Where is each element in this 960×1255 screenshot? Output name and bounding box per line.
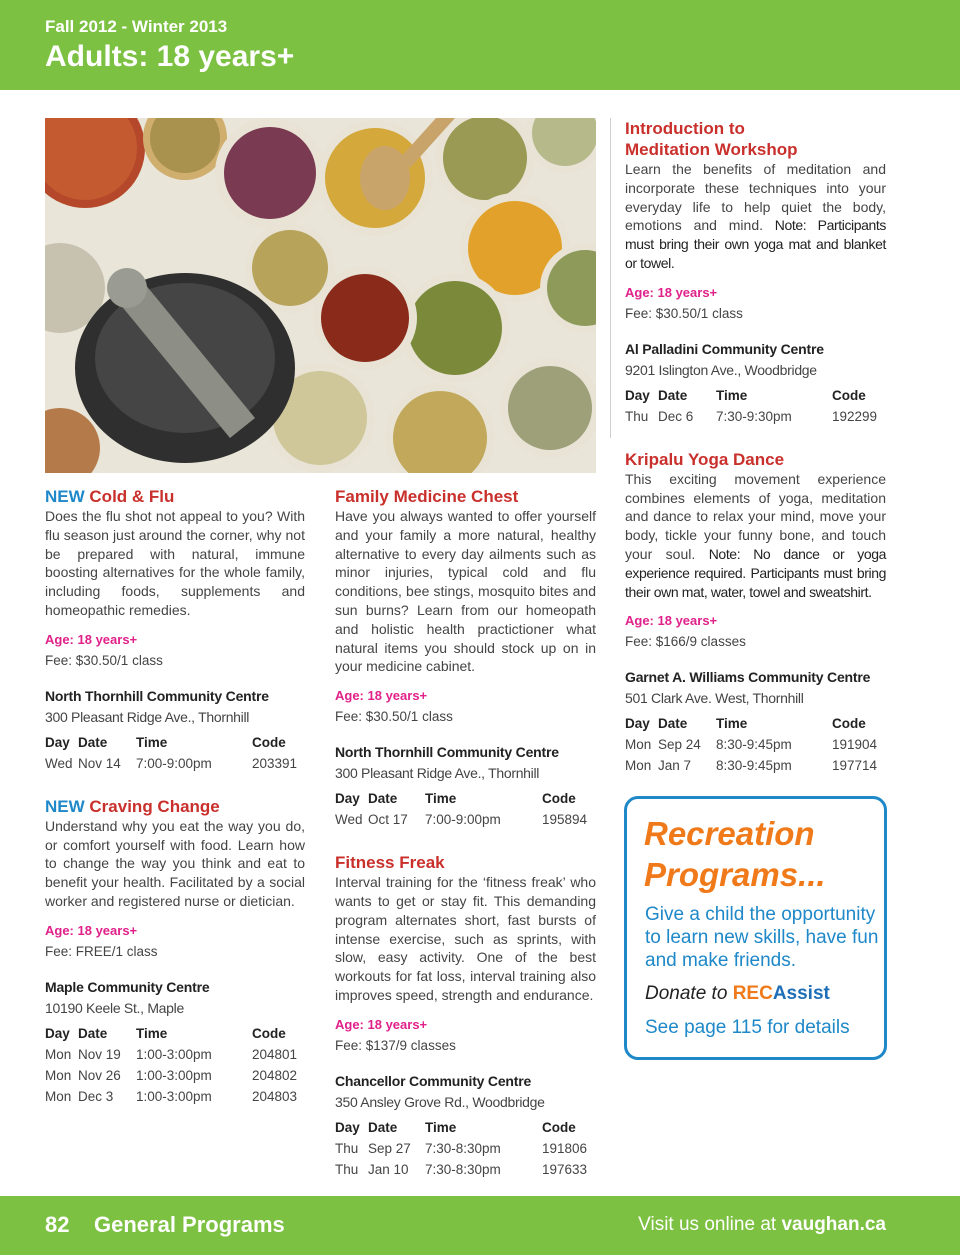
- program-title-text: Craving Change: [89, 796, 220, 816]
- program-description: Understand why you eat the way you do, or comfort yourself with food. Learn how to change the way you think and eat to benefit your health. Facilitated by a social worker and registered nurse or dietician.: [45, 817, 305, 909]
- fee-label: Fee: $30.50/1 class: [625, 305, 743, 321]
- description-text: Learn the benefits of meditation and incorporate these techniques into your everyday life to help quiet the body, emotions and mind.: [625, 161, 886, 234]
- schedule-row: [335, 1138, 587, 1159]
- schedule-row: [625, 406, 877, 427]
- schedule-table: [625, 713, 877, 776]
- col-code: Code: [832, 716, 866, 732]
- fee-label: Fee: FREE/1 class: [45, 943, 158, 959]
- fee-label: Fee: $137/9 classes: [335, 1037, 456, 1053]
- schedule-table: [45, 1023, 297, 1107]
- age-label: Age: 18 years+: [45, 922, 138, 938]
- cell-time: 8:30-9:45pm: [716, 758, 792, 774]
- age-label: Age: 18 years+: [625, 613, 718, 629]
- cell-day: Wed: [45, 755, 73, 771]
- schedule-header-row: [625, 713, 877, 734]
- column-2: [335, 486, 596, 1180]
- location-name: Maple Community Centre: [45, 978, 210, 995]
- col-date: Date: [658, 716, 688, 732]
- col-date: Date: [78, 1025, 108, 1041]
- location-address: 10190 Keele St., Maple: [45, 999, 184, 1016]
- description-text: This exciting movement experience combines elements of yoga, meditation and dance to relax your mind, move your body, tickle your funny bone, and touch your soul.: [625, 470, 886, 562]
- program-fitness-freak: [335, 852, 596, 1180]
- location-address: 300 Pleasant Ridge Ave., Thornhill: [335, 765, 540, 782]
- schedule-header-row: [335, 1117, 587, 1138]
- col-time: Time: [136, 734, 168, 750]
- description-note: Note: Participants must bring their own yoga mat and blanket or towel.: [625, 217, 886, 271]
- cell-date: Oct 17: [368, 812, 408, 828]
- age-label: Age: 18 years+: [625, 284, 718, 300]
- cell-date: Dec 3: [78, 1088, 114, 1104]
- see-page-link[interactable]: See page 115 for details: [645, 1017, 850, 1038]
- col-time: Time: [425, 791, 457, 807]
- cell-day: Mon: [45, 1067, 72, 1083]
- col-code: Code: [252, 734, 286, 750]
- new-badge: NEW: [45, 487, 85, 506]
- page-title: Adults: 18 years+: [45, 40, 295, 73]
- program-craving-change: [45, 796, 305, 1107]
- schedule-row: [335, 809, 587, 830]
- cell-code: 204803: [252, 1088, 298, 1104]
- cell-day: Wed: [335, 812, 363, 828]
- description-note: Note: No dance or yoga experience required. Participants must bring their own mat, water, towel and sweatshirt.: [625, 545, 887, 600]
- col-date: Date: [658, 387, 688, 403]
- fee-label: Fee: $30.50/1 class: [335, 709, 453, 725]
- program-family-medicine-chest: [335, 486, 596, 830]
- herbs-photo: [45, 118, 596, 473]
- page-header: [0, 0, 960, 90]
- program-title-text: Cold & Flu: [89, 487, 175, 506]
- cell-code: 204802: [252, 1067, 298, 1083]
- location-name: North Thornhill Community Centre: [45, 687, 269, 704]
- program-description: Have you always wanted to offer yourself and your family a more natural, healthy alternative to every day ailments such as minor injuries, typical cold and flu conditions, bee stings, mosquito bites and sun burns? Learn from our homeopath and holistic health practictioner what natural items you should stock up on in your medicine cabinet.: [335, 508, 596, 675]
- age-label: Age: 18 years+: [335, 1016, 428, 1032]
- fee-label: Fee: $30.50/1 class: [45, 652, 163, 668]
- schedule-table: [625, 385, 877, 427]
- col-day: Day: [45, 1025, 70, 1041]
- cell-day: Thu: [335, 1140, 359, 1156]
- program-kripalu-yoga-dance: [625, 449, 886, 777]
- location-name: Chancellor Community Centre: [335, 1072, 532, 1089]
- schedule-row: [45, 753, 297, 774]
- column-divider: [610, 118, 611, 438]
- cell-date: Nov 19: [78, 1046, 121, 1062]
- schedule-header-row: [625, 385, 877, 406]
- location-address: 300 Pleasant Ridge Ave., Thornhill: [45, 708, 250, 725]
- col-date: Date: [368, 1119, 398, 1135]
- rec-assist-logo-rec: REC: [732, 983, 773, 1004]
- cell-time: 7:00-9:00pm: [136, 755, 212, 771]
- promo-heading-line: Programs...: [644, 856, 826, 893]
- program-title-line: Meditation Workshop: [625, 140, 798, 159]
- col-time: Time: [136, 1025, 168, 1041]
- cell-code: 204801: [252, 1046, 298, 1062]
- location-address: 9201 Islington Ave., Woodbridge: [625, 361, 817, 378]
- program-description: [625, 160, 886, 273]
- cell-code: 197714: [832, 758, 878, 774]
- promo-message: Give a child the opportunity to learn new skills, have fun and make friends.: [645, 904, 879, 971]
- cell-day: Mon: [625, 737, 652, 753]
- cell-date: Dec 6: [658, 408, 694, 424]
- new-badge: NEW: [45, 796, 85, 816]
- cell-time: 7:00-9:00pm: [425, 812, 501, 828]
- program-title: Kripalu Yoga Dance: [625, 449, 785, 469]
- cell-code: 195894: [542, 812, 588, 828]
- col-time: Time: [716, 716, 748, 732]
- cell-time: 7:30-9:30pm: [716, 408, 792, 424]
- herbs-illustration: [45, 118, 596, 473]
- visit-text: Visit us online at: [638, 1214, 777, 1235]
- cell-time: 1:00-3:00pm: [136, 1088, 212, 1104]
- col-day: Day: [335, 1119, 360, 1135]
- program-meditation-workshop: [625, 118, 886, 427]
- cell-date: Sep 27: [368, 1140, 411, 1156]
- cell-day: Thu: [335, 1161, 359, 1177]
- cell-day: Mon: [45, 1088, 72, 1104]
- age-label: Age: 18 years+: [335, 688, 428, 704]
- program-title-line: Introduction to: [625, 119, 745, 138]
- cell-date: Sep 24: [658, 737, 701, 753]
- page-number: 82: [45, 1212, 70, 1237]
- cell-day: Mon: [625, 758, 652, 774]
- col-time: Time: [425, 1119, 457, 1135]
- age-label: Age: 18 years+: [45, 631, 138, 647]
- promo-heading: [644, 813, 826, 895]
- program-title: [45, 796, 305, 817]
- schedule-row: [625, 734, 877, 755]
- cell-date: Nov 26: [78, 1067, 121, 1083]
- program-description: Interval training for the ‘fitness freak’ who wants to get or stay fit. This demanding program alternates short, fast bursts of intense exercise, such as sprints, with slow, easy activity. One of the best workouts for fat loss, interval training also improves speed, strength and endurance.: [335, 874, 596, 1003]
- cell-time: 8:30-9:45pm: [716, 737, 792, 753]
- promo-heading-line: Recreation: [644, 815, 815, 852]
- schedule-header-row: [335, 788, 587, 809]
- program-description: Does the flu shot not appeal to you? With flu season just around the corner, why not be prepared with natural, immune boosting alternatives for the whole family, including foods, supplements and homeopathic remedies.: [45, 508, 305, 618]
- fee-label: Fee: $166/9 classes: [625, 634, 746, 650]
- program-title: Family Medicine Chest: [335, 487, 519, 506]
- location-name: North Thornhill Community Centre: [335, 744, 559, 761]
- cell-time: 1:00-3:00pm: [136, 1067, 212, 1083]
- cell-code: 192299: [832, 408, 878, 424]
- website-line: [638, 1214, 886, 1236]
- cell-time: 7:30-8:30pm: [425, 1140, 501, 1156]
- schedule-row: [625, 755, 877, 776]
- schedule-header-row: [45, 732, 297, 753]
- col-day: Day: [335, 791, 360, 807]
- cell-day: Mon: [45, 1046, 72, 1062]
- col-date: Date: [78, 734, 108, 750]
- schedule-row: [45, 1086, 297, 1107]
- col-day: Day: [625, 387, 650, 403]
- donate-text: Donate to: [645, 983, 728, 1004]
- cell-date: Nov 14: [78, 755, 121, 771]
- website-link[interactable]: vaughan.ca: [781, 1214, 886, 1235]
- schedule-table: [335, 788, 587, 830]
- program-title: [45, 486, 305, 507]
- cell-date: Jan 7: [658, 758, 692, 774]
- program-description: [625, 470, 886, 602]
- col-code: Code: [832, 387, 866, 403]
- schedule-row: [45, 1065, 297, 1086]
- schedule-row: [45, 1044, 297, 1065]
- section-name: General Programs: [94, 1212, 285, 1237]
- cell-day: Thu: [625, 408, 649, 424]
- column-3: [625, 118, 886, 776]
- rec-assist-logo-assist: Assist: [772, 983, 830, 1004]
- cell-code: 203391: [252, 755, 298, 771]
- col-day: Day: [45, 734, 70, 750]
- location-address: 350 Ansley Grove Rd., Woodbridge: [335, 1093, 545, 1110]
- schedule-table: [335, 1117, 587, 1180]
- donate-line: [645, 983, 830, 1005]
- program-title: [625, 118, 886, 160]
- cell-date: Jan 10: [368, 1161, 409, 1177]
- location-address: 501 Clark Ave. West, Thornhill: [625, 690, 804, 707]
- cell-time: 7:30-8:30pm: [425, 1161, 501, 1177]
- col-code: Code: [252, 1025, 286, 1041]
- schedule-header-row: [45, 1023, 297, 1044]
- page-footer: [0, 1196, 960, 1255]
- program-title: Fitness Freak: [335, 853, 445, 873]
- schedule-row: [335, 1159, 587, 1180]
- schedule-table: [45, 732, 297, 774]
- cell-code: 197633: [542, 1161, 588, 1177]
- cell-code: 191904: [832, 737, 878, 753]
- cell-code: 191806: [542, 1140, 588, 1156]
- location-name: Garnet A. Williams Community Centre: [625, 669, 871, 686]
- season-label: Fall 2012 - Winter 2013: [45, 17, 228, 36]
- col-day: Day: [625, 716, 650, 732]
- recreation-programs-promo: [624, 796, 887, 1060]
- column-1: [45, 486, 305, 1107]
- col-code: Code: [542, 1119, 576, 1135]
- col-code: Code: [542, 791, 576, 807]
- cell-time: 1:00-3:00pm: [136, 1046, 212, 1062]
- program-cold-flu: [45, 486, 305, 774]
- col-date: Date: [368, 791, 398, 807]
- col-time: Time: [716, 387, 748, 403]
- location-name: Al Palladini Community Centre: [625, 340, 824, 357]
